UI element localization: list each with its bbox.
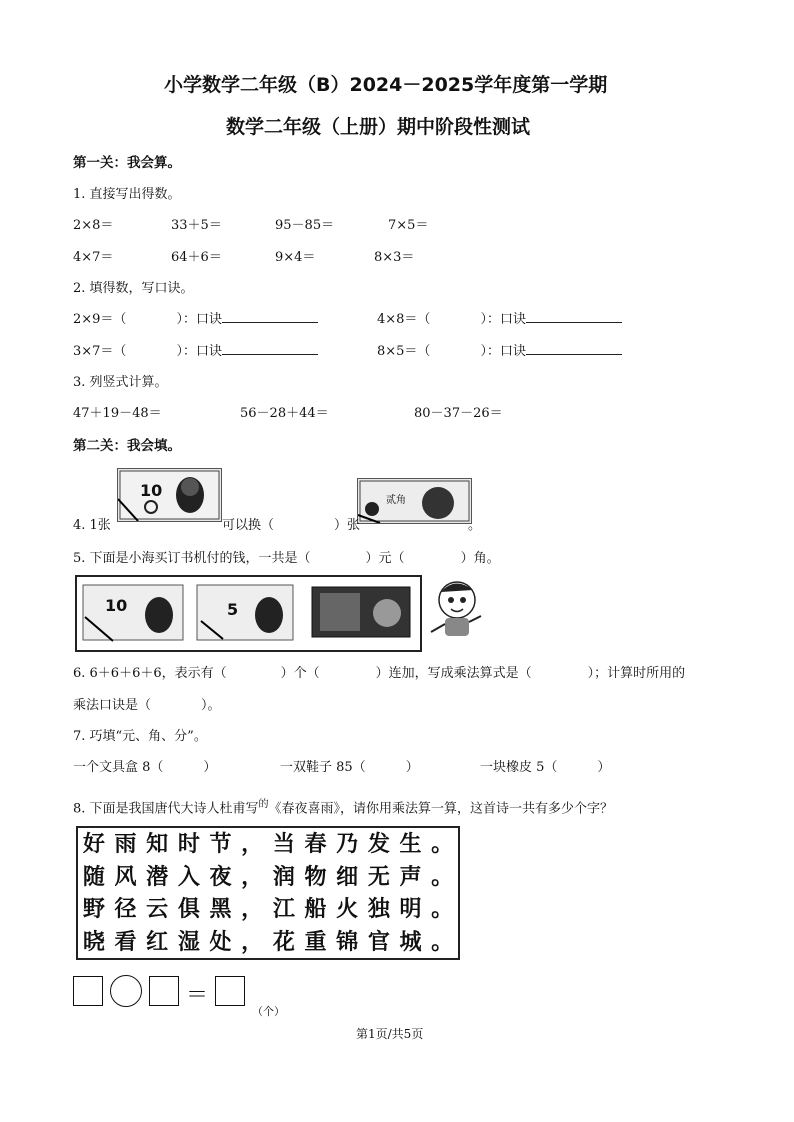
poem-char: 发 xyxy=(367,831,390,857)
banknote-10-yuan-image xyxy=(117,468,222,522)
q3-item: 80－37－26＝ xyxy=(414,406,503,421)
poem-char: ， xyxy=(241,896,264,922)
q2-item xyxy=(377,340,622,359)
poem-char: 物 xyxy=(304,863,327,890)
q1-item: 7×5＝ xyxy=(388,218,429,233)
q6-e: 乘法口诀是（ xyxy=(73,698,152,713)
page-number: 第1页/共5页 xyxy=(356,1027,424,1041)
q7-prompt: 7. 巧填“元、角、分”。 xyxy=(73,729,207,744)
q6-b: ）个（ xyxy=(280,666,320,681)
q7-item xyxy=(73,756,216,775)
poem-char: 俱 xyxy=(177,896,200,922)
page-title: 小学数学二年级（B）2024－2025学年度第一学期 xyxy=(164,74,608,96)
q1-item: 33＋5＝ xyxy=(171,218,222,233)
poem-char: 知 xyxy=(146,831,169,857)
q6-a: 6. 6＋6＋6＋6，表示有（ xyxy=(73,666,227,681)
q3-item: 56－28＋44＝ xyxy=(240,406,329,421)
q1-item: 2×8＝ xyxy=(73,218,114,233)
svg-text:10: 10 xyxy=(140,481,163,500)
unit-label: （个） xyxy=(252,1005,285,1018)
q8-prefix: 8. 下面是我国唐代大诗人杜甫写 xyxy=(73,801,259,817)
banknote-jiao-icon xyxy=(312,587,410,637)
poem-char: 入 xyxy=(177,863,200,890)
poem-char: ， xyxy=(241,831,264,857)
poem-char: 无 xyxy=(367,863,390,890)
q2-expr: 3×7＝（ xyxy=(73,344,127,359)
q1-item: 64＋6＝ xyxy=(171,250,222,265)
poem-char: 湿 xyxy=(177,928,200,955)
q1-item: 4×7＝ xyxy=(73,250,114,265)
section1-heading: 第一关：我会算。 xyxy=(73,155,181,171)
poem-char: 风 xyxy=(114,863,137,890)
poem-char: 春 xyxy=(304,831,327,857)
q5-c: ）角。 xyxy=(460,551,500,566)
poem-char: 时 xyxy=(177,831,200,857)
q1-item: 9×4＝ xyxy=(275,250,316,265)
q4-text-mid xyxy=(222,514,360,533)
answer-line[interactable] xyxy=(222,309,318,323)
poem-char: 。 xyxy=(431,863,454,890)
poem-char: 潜 xyxy=(146,863,169,890)
q8-prompt xyxy=(73,795,613,816)
poem-char: 随 xyxy=(82,863,105,890)
q2-label: ）：口诀 xyxy=(480,344,526,359)
answer-box[interactable] xyxy=(215,976,245,1006)
poem-char: 夜 xyxy=(209,863,232,890)
poem-char: 野 xyxy=(82,896,105,922)
poem-char: 明 xyxy=(399,896,422,922)
poem-char: 乃 xyxy=(336,831,359,857)
q7-a: 一个文具盒 8（ xyxy=(73,760,164,775)
poem-char: 。 xyxy=(431,896,454,922)
poem-char: 声 xyxy=(399,863,422,890)
poem-char: 官 xyxy=(367,928,390,955)
q1-item: 95－85＝ xyxy=(275,218,335,233)
q7-b: ） xyxy=(597,760,611,775)
q1-item: 8×3＝ xyxy=(374,250,415,265)
q6-c: ）连加，写成乘法算式是（ xyxy=(375,666,532,681)
q5-a: 5. 下面是小海买订书机付的钱，一共是（ xyxy=(73,551,311,566)
poem-char: ， xyxy=(241,863,264,890)
answer-line[interactable] xyxy=(222,341,318,355)
q4-suffix: ）张 xyxy=(334,518,361,533)
poem-char: 黑 xyxy=(209,896,232,922)
poem-char: 。 xyxy=(431,928,454,955)
answer-box[interactable] xyxy=(73,976,103,1006)
q6-line1 xyxy=(73,662,685,681)
q7-a: 一双鞋子 85（ xyxy=(280,760,366,775)
poem-char: 晓 xyxy=(82,928,105,955)
q1-prompt: 1. 直接写出得数。 xyxy=(73,187,181,202)
q3-prompt: 3. 列竖式计算。 xyxy=(73,375,168,390)
q2-prompt: 2. 填得数，写口诀。 xyxy=(73,281,194,296)
boy-cartoon-icon xyxy=(425,576,485,640)
poem-char: 当 xyxy=(272,831,295,857)
q2-expr: 4×8＝（ xyxy=(377,312,431,327)
poem-char: 雨 xyxy=(114,831,137,857)
q5-b: ）元（ xyxy=(365,551,405,566)
poem-char: 。 xyxy=(431,831,454,857)
answer-line[interactable] xyxy=(526,341,622,355)
money-paid-image xyxy=(75,575,422,652)
q7-item xyxy=(480,756,610,775)
poem-char: 细 xyxy=(336,863,359,890)
q2-label: ）：口诀 xyxy=(480,312,526,327)
equals-sign: ＝ xyxy=(186,983,209,1008)
q7-a: 一块橡皮 5（ xyxy=(480,760,558,775)
poem-char: 红 xyxy=(146,928,169,955)
q2-label: ）：口诀 xyxy=(176,344,222,359)
poem-char: 锦 xyxy=(336,928,359,955)
q2-item xyxy=(73,340,318,359)
poem-char: 船 xyxy=(304,896,327,922)
jiao-label: 贰角 xyxy=(386,495,406,506)
poem-char: 径 xyxy=(114,896,137,922)
poem-char: 节 xyxy=(209,831,232,857)
banknote-10-yuan-icon xyxy=(83,585,183,641)
q6-line2 xyxy=(73,694,221,713)
q2-expr: 2×9＝（ xyxy=(73,312,127,327)
q7-b: ） xyxy=(203,760,217,775)
poem-char: 看 xyxy=(114,928,137,955)
q7-item xyxy=(280,756,419,775)
poem-char: 好 xyxy=(82,831,105,857)
q8-sup: 的 xyxy=(258,799,269,810)
q4-prefix: 4. 1张 xyxy=(73,518,111,533)
poem-char: 云 xyxy=(146,896,169,922)
q2-expr: 8×5＝（ xyxy=(377,344,431,359)
page-subtitle: 数学二年级（上册）期中阶段性测试 xyxy=(226,116,531,138)
section2-heading: 第二关：我会填。 xyxy=(73,438,181,454)
q3-item: 47＋19－48＝ xyxy=(73,406,162,421)
poem-char: 处 xyxy=(209,928,232,955)
poem-char: ， xyxy=(241,928,264,955)
q2-item xyxy=(73,308,318,327)
answer-box[interactable] xyxy=(149,976,179,1006)
poem-char: 城 xyxy=(399,928,422,955)
q2-label: ）：口诀 xyxy=(176,312,222,327)
banknote-5-yuan-icon xyxy=(197,585,293,640)
note-value-10: 10 xyxy=(105,596,128,615)
note-value-5: 5 xyxy=(227,600,239,619)
poem-char: 江 xyxy=(272,896,295,922)
poem-char: 火 xyxy=(336,896,359,922)
q6-f: ）。 xyxy=(201,698,221,713)
poem-char: 重 xyxy=(304,928,327,955)
poem-grid xyxy=(76,826,460,960)
poem-char: 生 xyxy=(399,831,422,857)
q4-end: 。 xyxy=(468,518,482,533)
operator-circle[interactable] xyxy=(110,975,142,1007)
poem-char: 润 xyxy=(272,863,295,890)
q4-text xyxy=(73,514,111,533)
answer-line[interactable] xyxy=(526,309,622,323)
poem-char: 花 xyxy=(272,928,295,955)
q5-text xyxy=(73,547,500,566)
q8-suffix: 《春夜喜雨》，请你用乘法算一算，这首诗一共有多少个字？ xyxy=(268,801,614,817)
q4-mid: 可以换（ xyxy=(222,518,275,533)
q7-b: ） xyxy=(405,760,419,775)
q6-d: ）；计算时所用的 xyxy=(587,666,686,681)
q2-item xyxy=(377,308,622,327)
banknote-2-jiao-image xyxy=(357,478,472,524)
poem-char: 独 xyxy=(367,896,390,922)
